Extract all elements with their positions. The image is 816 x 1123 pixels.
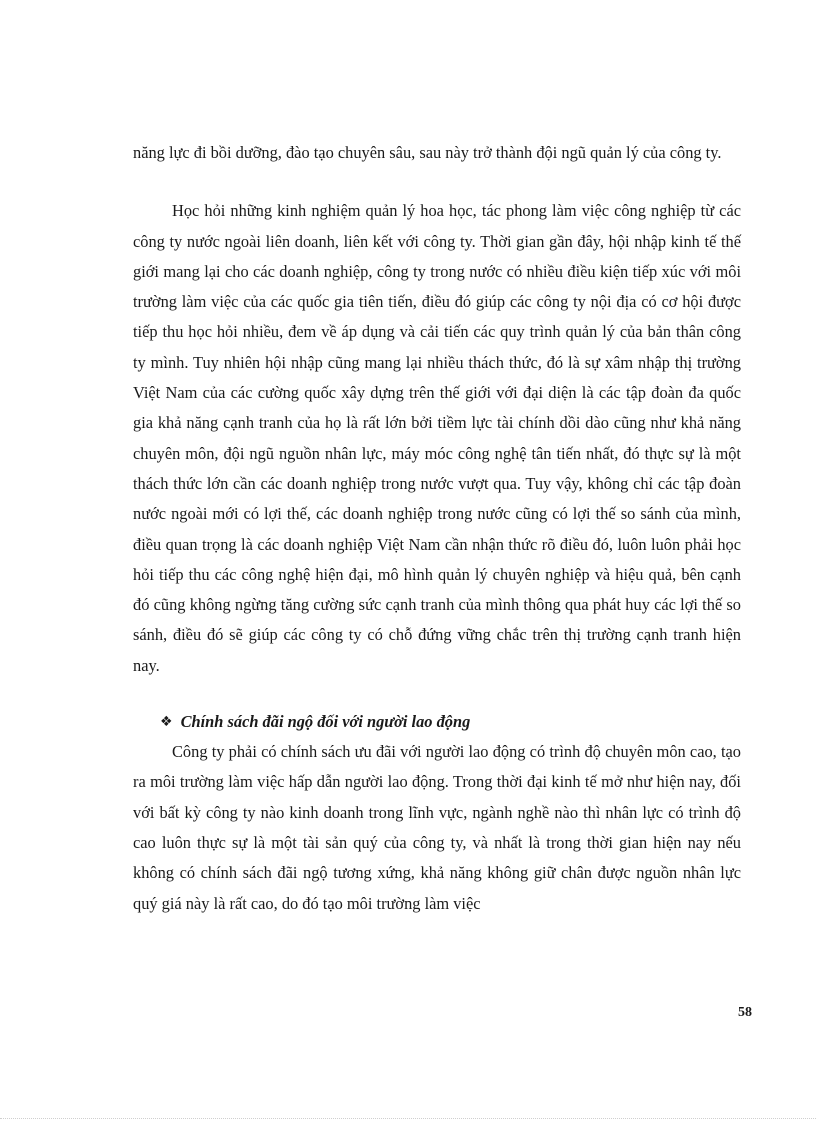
section-heading-text: Chính sách đãi ngộ đối với người lao động (180, 712, 471, 732)
page-number: 58 (738, 1005, 752, 1020)
document-body (133, 138, 741, 919)
diamond-bullet-icon: ❖ (160, 714, 173, 731)
section-heading (133, 707, 741, 737)
paragraph-continuation: năng lực đi bồi dưỡng, đào tạo chuyên sâu, sau này trở thành đội ngũ quản lý của công ty. (133, 143, 722, 162)
paragraph-learning-experience: Học hỏi những kinh nghiệm quản lý hoa học, tác phong làm việc công nghiệp từ các công ty nước ngoài liên doanh, liên kết với công ty. Thời gian gần đây, hội nhập kinh tế thế giới mang lại cho các doanh nghiệp, công ty trong nước có nhiều điều kiện tiếp xúc với môi trường làm việc của các quốc gia tiên tiến, điều đó giúp các công ty nội địa có cơ hội được tiếp thu học hỏi nhiều, đem về áp dụng và cải tiến các quy trình quản lý của bản thân công ty mình. Tuy nhiên hội nhập cũng mang lại nhiều thách thức, đó là sự xâm nhập thị trường Việt Nam của các cường quốc xây dựng trên thế giới với đại diện là các tập đoàn đa quốc gia khả năng cạnh tranh của họ là rất lớn bởi tiềm lực tài chính dồi dào cũng như khả năng chuyên môn, đội ngũ nguồn nhân lực, máy móc công nghệ tân tiến nhất, đó thực sự là một thách thức lớn cần các doanh nghiệp trong nước vượt qua. Tuy vậy, không chỉ các tập đoàn nước ngoài mới có lợi thế, các doanh nghiệp trong nước cũng có lợi thế so sánh của mình, điều quan trọng là các doanh nghiệp Việt Nam cần nhận thức rõ điều đó, luôn luôn phải học hỏi tiếp thu các công nghệ hiện đại, mô hình quản lý chuyên nghiệp và hiệu quả, bên cạnh đó cũng không ngừng tăng cường sức cạnh tranh của mình thông qua phát huy các lợi thế so sánh, điều đó sẽ giúp các công ty có chỗ đứng vững chắc trên thị trường cạnh tranh hiện nay. (133, 201, 741, 675)
paragraph-compensation-policy: Công ty phải có chính sách ưu đãi với người lao động có trình độ chuyên môn cao, tạo ra môi trường làm việc hấp dẫn người lao động. Trong thời đại kinh tế mở như hiện nay, đối với bất kỳ công ty nào kinh doanh trong lĩnh vực, ngành nghề nào thì nhân lực có trình độ cao luôn thực sự là một tài sản quý của công ty, và nhất là trong thời gian hiện nay nếu không có chính sách đãi ngộ tương xứng, khả năng không giữ chân được nguồn nhân lực quý giá này là rất cao, do đó tạo môi trường làm việc (133, 742, 741, 913)
page-bottom-divider (0, 1118, 816, 1119)
